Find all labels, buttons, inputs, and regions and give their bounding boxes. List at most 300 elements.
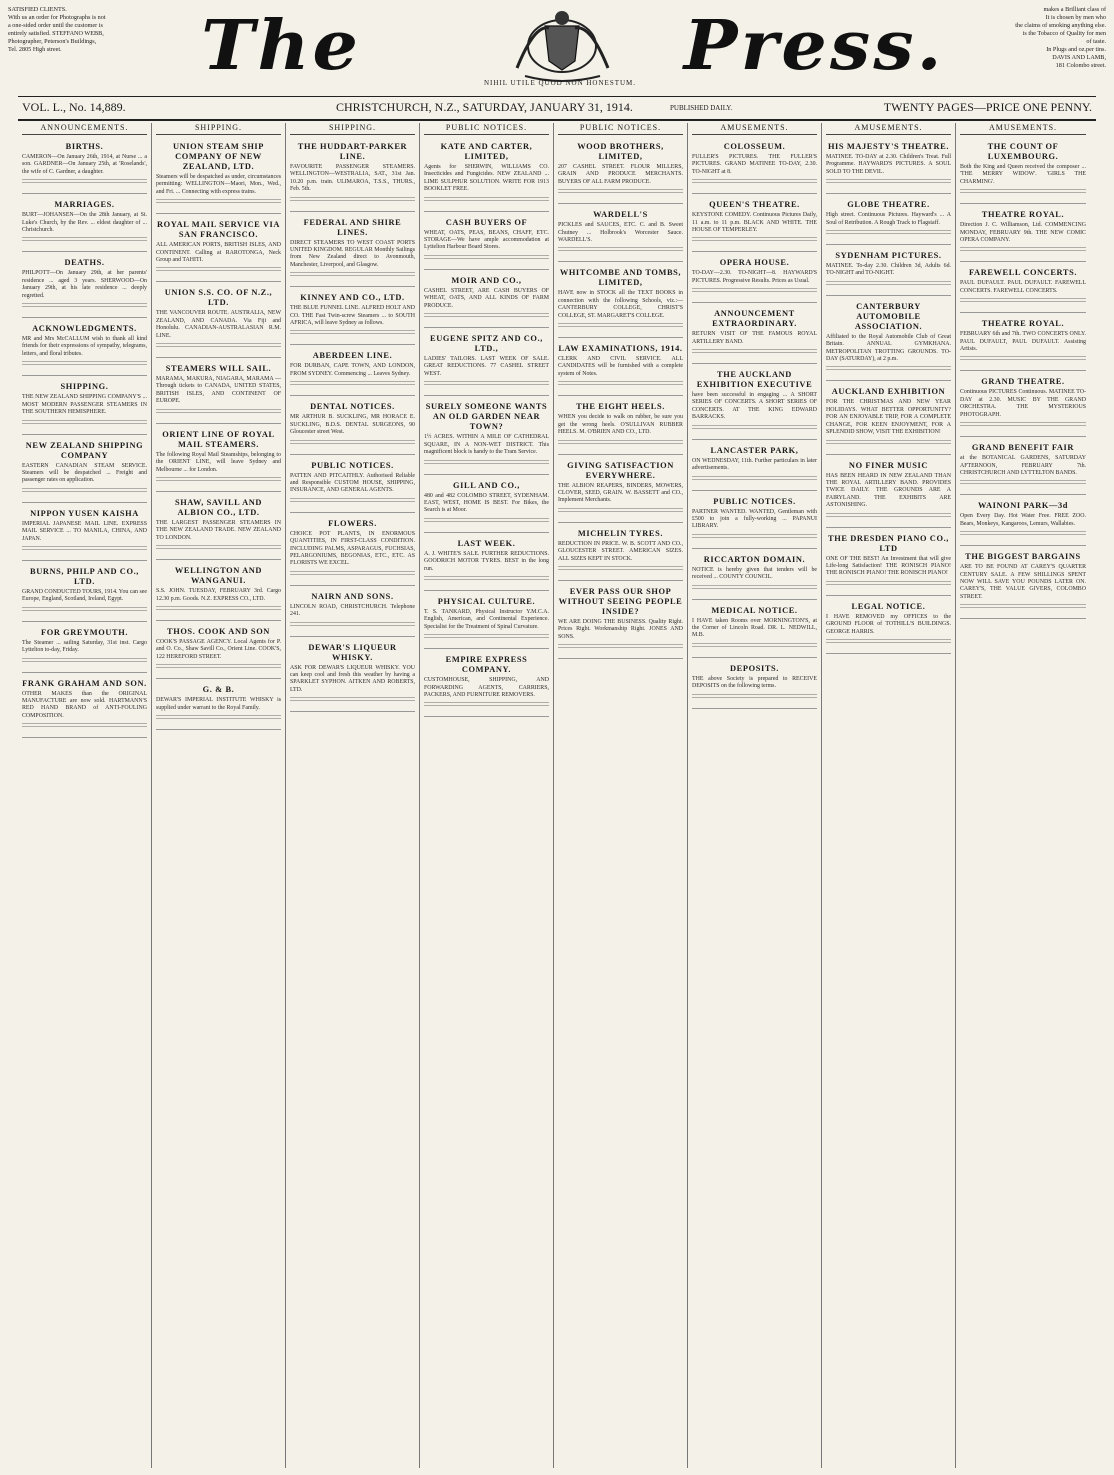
- advertisement-title: THE HUDDART-PARKER LINE.: [297, 142, 408, 161]
- advertisement: [156, 682, 281, 730]
- published-daily: PUBLISHED DAILY.: [670, 104, 733, 112]
- notice-line: of taste.: [1086, 38, 1106, 45]
- advertisement: [22, 139, 147, 194]
- small-print-block: [22, 420, 147, 426]
- advertisement-body: S.S. JOHN. TUESDAY, FEBRUARY 3rd. Cargo 12.30 p.m. Goods. N.Z. EXPRESS CO., LTD.: [156, 588, 281, 602]
- small-print-block: [960, 422, 1086, 428]
- advertisement: [290, 290, 415, 345]
- advertisement: [558, 341, 683, 396]
- advertisement-body: CUSTOMHOUSE, SHIPPING, AND FORWARDING AGENTS, CARRIERS, PACKERS, AND FURNITURE REMOVERS.: [424, 677, 549, 698]
- small-print-block: [424, 576, 549, 582]
- advertisement: [156, 139, 281, 214]
- small-print-block: [960, 298, 1086, 304]
- advertisement-title: FEDERAL AND SHIRE LINES.: [303, 217, 402, 237]
- advertisement-title: MOIR AND CO.,: [451, 275, 522, 285]
- advertisement-body: GRAND CONDUCTED TOURS, 1914. You can see Europe, England, Scotland, Ireland, Egypt.: [22, 588, 147, 603]
- advertisement: [826, 139, 951, 194]
- advertisement-title: WELLINGTON AND WANGANUI.: [174, 566, 263, 586]
- small-print-block: [692, 179, 817, 185]
- column-7: [822, 123, 956, 1468]
- advertisement: [558, 526, 683, 581]
- advertisement-title: ORIENT LINE OF ROYAL MAIL STEAMERS.: [162, 429, 275, 449]
- advertisement-title: DEPOSITS.: [730, 663, 779, 673]
- advertisement-body: ALL AMERICAN PORTS, BRITISH ISLES, AND CONTINENT. Calling at RAROTONGA, Neck Group and TAHITI.: [156, 242, 281, 264]
- small-print-block: [290, 498, 415, 504]
- advertisement-title: BIRTHS.: [65, 142, 104, 151]
- photographer-notice: [8, 6, 158, 54]
- advertisement-title: THE AUCKLAND EXHIBITION EXECUTIVE: [696, 370, 813, 390]
- advertisement: [826, 458, 951, 528]
- advertisement-body: DIRECT STEAMERS TO WEST COAST PORTS UNITED KINGDOM. REGULAR Monthly Sailings from New Zealand direct to Avonmouth, Manchester, Liverpool, and Glasgow.: [290, 239, 415, 268]
- advertisement-body: TO-DAY—2.30. TO-NIGHT—8. HAYWARD'S PICTURES. Progressive Results. Prices as Usual.: [692, 270, 817, 284]
- advertisement-title: CANTERBURY AUTOMOBILE ASSOCIATION.: [854, 301, 923, 331]
- advertisement-body: CAMERON—On January 26th, 1914, at Nurse ... a son. GARDNER—On January 25th, at 'Roselands', the wife of C. Gardner, a daughter.: [22, 154, 147, 175]
- small-print-block: [558, 508, 683, 514]
- advertisement: [960, 139, 1086, 204]
- advertisement-body: MATINEE. To-day 2.30. Children 3d, Adults 6d. TO-NIGHT and TO-NIGHT.: [826, 263, 951, 277]
- advertisement-title: ACKNOWLEDGMENTS.: [32, 324, 137, 334]
- small-print-block: [960, 604, 1086, 610]
- small-print-block: [424, 460, 549, 466]
- advertisement-body: MR and Mrs McCALLUM wish to thank all kind friends for their expressions of sympathy, telegrams, letters, and floral tributes.: [22, 336, 147, 357]
- advertisement-body: FEBRUARY 6th and 7th. TWO CONCERTS ONLY. PAUL DUFAULT, PAUL DUFAULT. Assisting Artists.: [960, 331, 1086, 353]
- advertisement-title: SURELY SOMEONE WANTS AN OLD GARDEN NEAR TOWN?: [425, 402, 548, 432]
- small-print-block: [22, 723, 147, 729]
- price-line: TWENTY PAGES—PRICE ONE PENNY.: [883, 100, 1092, 114]
- advertisement: [692, 443, 817, 491]
- advertisement-body: PATTEN AND PITCAITHLY. Authorised Reliable and Responsible CUSTOM HOUSE, SHIPPING, INSURANCE, AND GENERAL AGENTS.: [290, 472, 415, 494]
- advertisement-title: GIVING SATISFACTION EVERYWHERE.: [567, 460, 674, 480]
- advertisement-title: KINNEY AND CO., LTD.: [300, 293, 405, 303]
- advertisement-title: ANNOUNCEMENT EXTRAORDINARY.: [712, 309, 797, 329]
- advertisement-body: FAVOURITE PASSENGER STEAMERS. WELLINGTON—WESTRALIA, SAT., 31st Jan. 10.20 p.m. train. ULIMAROA, T.S.S., THURS., Feb. 5th.: [290, 164, 415, 193]
- advertisement-body: KEYSTONE COMEDY. Continuous Pictures Daily, 11 a.m. to 11 p.m. BLACK AND WHITE. THE HOUSE OF TEMPERLEY.: [692, 212, 817, 234]
- advertisement-body: Open Every Day. Hot Water Free. FREE ZOO. Bears, Monkeys, Kangaroos, Lemurs, Wallabies.: [960, 513, 1086, 527]
- small-print-block: [156, 343, 281, 349]
- advertisement-title: WARDELL'S: [593, 210, 648, 220]
- small-print-block: [22, 546, 147, 552]
- advertisement-title: NEW ZEALAND SHIPPING COMPANY: [25, 440, 144, 460]
- advertisement: [22, 255, 147, 318]
- advertisement: [692, 367, 817, 440]
- small-print-block: [826, 639, 951, 645]
- small-print-block: [156, 267, 281, 273]
- advertisement-title: FLOWERS.: [328, 518, 377, 528]
- advertisement-body: WE ARE DOING THE BUSINESS. Quality Right. Prices Right. Workmanship Right. JONES AND SONS.: [558, 618, 683, 640]
- column-heading: SHIPPING.: [290, 123, 415, 135]
- advertisement-title: QUEEN'S THEATRE.: [709, 200, 800, 210]
- advertisement-body: I HAVE REMOVED my OFFICES to the GROUND FLOOR of TOTHILL'S BUILDINGS. GEORGE HARRIS.: [826, 613, 951, 635]
- advertisement-title: GILL AND CO.,: [453, 480, 520, 490]
- advertisement-title: UNION S.S. CO. OF N.Z., LTD.: [164, 288, 273, 308]
- coat-of-arms-icon: [505, 6, 620, 84]
- advertisement-body: EASTERN CANADIAN STEAM SERVICE. Steamers will be despatched ... Freight and passenger rates on application.: [22, 462, 147, 484]
- advertisement-body: DEWAR'S IMPERIAL INSTITUTE WHISKY is supplied under warrant to the Royal Family.: [156, 697, 281, 711]
- advertisement: [22, 506, 147, 561]
- advertisement: [558, 207, 683, 262]
- advertisement: [826, 384, 951, 454]
- advertisement: [558, 139, 683, 204]
- small-print-block: [558, 381, 683, 387]
- small-print-block: [22, 303, 147, 309]
- advertisement-title: EUGENE SPITZ AND CO., LTD.,: [430, 334, 543, 354]
- advertisement: [156, 624, 281, 679]
- small-print-block: [424, 518, 549, 524]
- advertisement-body: IMPERIAL JAPANESE MAIL LINE. EXPRESS MAIL SERVICE ... TO MANILA, CHINA, AND JAPAN.: [22, 520, 147, 542]
- advertisement-title: LAW EXAMINATIONS, 1914.: [558, 344, 683, 354]
- advertisement: [692, 603, 817, 658]
- column-heading: ANNOUNCEMENTS.: [22, 123, 147, 135]
- advertisement: [22, 676, 147, 739]
- column-heading: PUBLIC NOTICES.: [558, 123, 683, 135]
- advertisement: [826, 248, 951, 296]
- small-print-block: [290, 272, 415, 278]
- advertisement-body: PICKLES and SAUCES, ETC. C. and B. Sweet Chutney ... Holbrook's Worcester Sauce. WARDELL'S.: [558, 222, 683, 244]
- advertisement: [22, 625, 147, 673]
- advertisement-body: MARAMA, MAKURA, NIAGARA, MARAMA — Through tickets to CANADA, UNITED STATES, BRITISH ISLES, AND CONTINENT OF EUROPE.: [156, 376, 281, 405]
- notice-line: makes a Brilliant class of: [1043, 6, 1106, 13]
- column-6: [688, 123, 822, 1468]
- advertisement-title: MEDICAL NOTICE.: [711, 605, 798, 615]
- notice-line: With us an order for Photographs is not: [8, 14, 106, 21]
- advertisement-title: MARRIAGES.: [54, 200, 115, 210]
- advertisement-body: CASHEL STREET, ARE CASH BUYERS OF WHEAT, OATS, AND ALL KINDS OF FARM PRODUCE.: [424, 287, 549, 309]
- advertisement-body: 207 CASHEL STREET. FLOUR MILLERS, GRAIN AND PRODUCE MERCHANTS. BUYERS OF ALL FARM PRODUCE.: [558, 164, 683, 185]
- advertisement: [290, 589, 415, 637]
- advertisement-body: LADIES' TAILORS. LAST WEEK OF SALE. GREAT REDUCTIONS. 77 CASHEL STREET WEST.: [424, 356, 549, 377]
- advertisement-body: REDUCTION IN PRICE. W. B. SCOTT AND CO., GLOUCESTER STREET. AMERICAN SIZES. ALL SIZES KEPT IN STOCK.: [558, 540, 683, 562]
- advertisement-title: EVER PASS OUR SHOP WITHOUT SEEING PEOPLE INSIDE?: [558, 586, 683, 616]
- advertisement-title: FAREWELL CONCERTS.: [968, 268, 1078, 278]
- advertisement-body: ON WEDNESDAY, 11th. Further particulars in later advertisements.: [692, 457, 817, 472]
- advertisement-body: FULLER'S PICTURES. THE FULLER'S PICTURES. GRAND MATINEE TO-DAY, 2.30. TO-NIGHT at 8.: [692, 154, 817, 175]
- advertisement-title: GRAND BENEFIT FAIR: [971, 443, 1075, 453]
- advertisement: [960, 374, 1086, 437]
- small-print-block: [692, 288, 817, 294]
- advertisement: [22, 321, 147, 376]
- advertisement-title: BURNS, PHILP AND CO., LTD.: [30, 566, 139, 586]
- advertisement: [424, 594, 549, 649]
- advertisement-body: PHILPOTT—On January 29th, at her parents' residence ... aged 3 years. SHERWOOD—On January 29th, at his late residence ... deeply regretted.: [22, 270, 147, 299]
- masthead: [0, 0, 1114, 92]
- advertisement-body: THE LARGEST PASSENGER STEAMERS IN THE NEW ZEALAND TRADE. NEW ZEALAND TO LONDON.: [156, 519, 281, 541]
- column-2: [152, 123, 286, 1468]
- advertisement: [290, 348, 415, 396]
- small-print-block: [290, 330, 415, 336]
- advertisement-body: PAUL DUFAULT. PAUL DUFAULT. FAREWELL CONCERTS. FAREWELL CONCERTS.: [960, 280, 1086, 294]
- small-print-block: [156, 664, 281, 670]
- small-print-block: [290, 571, 415, 577]
- notice-line: the claims of smoking anything else.: [1015, 22, 1106, 29]
- advertisement: [290, 399, 415, 454]
- column-5: [554, 123, 688, 1468]
- advertisement-title: THEATRE ROYAL.: [981, 319, 1065, 329]
- masthead-title-right: Press.: [683, 6, 945, 86]
- advertisement-title: UNION STEAM SHIP COMPANY OF NEW ZEALAND, LTD.: [172, 142, 265, 171]
- column-heading: AMUSEMENTS.: [960, 123, 1086, 135]
- advertisement-body: T. S. TANKARD, Physical Instructor Y.M.C.A. English, American, and Continental Experience. Specialist for the Treatment of Spinal Curvature.: [424, 608, 549, 630]
- advertisement: [826, 599, 951, 654]
- advertisement-title: NIPPON YUSEN KAISHA: [30, 508, 139, 518]
- column-8: [956, 123, 1090, 1468]
- advertisement-body: The Steamer ... sailing Saturday, 31st inst. Cargo Lyttelton to-day, Friday.: [22, 639, 147, 654]
- advertisement-title: FOR GREYMOUTH.: [40, 627, 129, 637]
- notice-line: In Plugs and oz.per tins.: [1046, 46, 1106, 53]
- advertisement: [22, 197, 147, 252]
- small-print-block: [156, 715, 281, 721]
- small-print-block: [558, 440, 683, 446]
- advertisement-body: ASK FOR DEWAR'S LIQUEUR WHISKY. YOU can keep cool and fresh this weather by having a SPARKLET SYPHON. AITKEN AND ROBERTS, LTD.: [290, 664, 415, 693]
- advertisement-title: WOOD BROTHERS, LIMITED,: [577, 142, 664, 161]
- advertisement-title: SHIPPING.: [60, 382, 109, 392]
- column-heading: AMUSEMENTS.: [692, 123, 817, 135]
- advertisement-title: AUCKLAND EXHIBITION: [831, 387, 946, 397]
- advertisement: [424, 331, 549, 396]
- advertisement-body: 480 and 482 COLOMBO STREET, SYDENHAM. EAST, WEST, HOME IS BEST. For Bikes, the Search is at Moor.: [424, 492, 549, 514]
- advertisement-title: NAIRN AND SONS.: [311, 591, 394, 601]
- advertisement: [424, 536, 549, 591]
- advertisement-title: WAINONI PARK—3d: [977, 501, 1069, 511]
- advertisement: [558, 265, 683, 338]
- advertisement-title: DENTAL NOTICES.: [310, 402, 395, 412]
- small-print-block: [22, 607, 147, 613]
- advertisement-body: FOR DURBAN, CAPE TOWN, AND LONDON, FROM SYDNEY. Commencing ... Leaves Sydney.: [290, 363, 415, 377]
- column-4: [420, 123, 554, 1468]
- small-print-block: [156, 409, 281, 415]
- advertisement-body: I HAVE taken Rooms over MORNINGTON'S, at the Corner of Lincoln Road. DR. L. NEDWILL, M.B.: [692, 617, 817, 639]
- advertisement-title: LEGAL NOTICE.: [851, 601, 926, 611]
- advertisement: [290, 458, 415, 513]
- small-print-block: [692, 476, 817, 482]
- small-print-block: [156, 477, 281, 483]
- advertisement-title: THE COUNT OF LUXEMBOURG.: [987, 142, 1059, 161]
- small-print-block: [290, 697, 415, 703]
- advertisement-body: ARE TO BE FOUND AT CAREY'S QUARTER CENTURY SALE. A FEW SHILLINGS SPENT NOW WILL SAVE YOU POUNDS LATER ON. CAREY'S, THE VALUE GIVERS, COLOMBO STREET.: [960, 564, 1086, 600]
- notice-line: is the Tobacco of Quality for men: [1022, 30, 1106, 37]
- column-heading: SHIPPING.: [156, 123, 281, 135]
- advertisement: [826, 531, 951, 596]
- advertisement-title: THE DRESDEN PIANO CO., LTD: [828, 533, 949, 553]
- small-print-block: [22, 658, 147, 664]
- advertisement-title: GRAND THEATRE.: [981, 377, 1065, 387]
- column-1: [18, 123, 152, 1468]
- advertisement: [960, 316, 1086, 371]
- advertisement: [424, 215, 549, 270]
- advertisement-body: LINCOLN ROAD, CHRISTCHURCH. Telephone 241.: [290, 603, 415, 618]
- advertisement-body: WHEN you decide to walk on rubber, be sure you get the wrong heels. O'SULLIVAN RUBBER HEELS. M. O'BRIEN AND CO., LTD.: [558, 414, 683, 436]
- small-print-block: [22, 361, 147, 367]
- advertisement-body: PARTNER WANTED. WANTED, Gentleman with £500 to join a fully-working ... PAPANUI LIBRARY.: [692, 508, 817, 530]
- small-print-block: [424, 381, 549, 387]
- advertisement: [960, 440, 1086, 495]
- advertisement: [960, 265, 1086, 313]
- small-print-block: [22, 179, 147, 185]
- advertisement-body: RETURN VISIT OF THE FAMOUS ROYAL ARTILLERY BAND.: [692, 331, 817, 345]
- notice-line: SATISFIED CLIENTS.: [8, 6, 67, 13]
- advertisement-title: CASH BUYERS OF: [445, 217, 528, 227]
- advertisement: [290, 640, 415, 713]
- advertisement: [424, 139, 549, 212]
- advertisement: [22, 438, 147, 503]
- advertisement: [960, 207, 1086, 262]
- small-print-block: [826, 513, 951, 519]
- advertisement-body: FOR THE CHRISTMAS AND NEW YEAR HOLIDAYS. WHAT BETTER OPPORTUNITY? FOR AN ENJOYABLE TRIP, FOR A COMPLETE CHANGE, FOR KEEN ENJOYMENT, FOR A SPLENDID SHOW, VISIT THE EXHIBITION!: [826, 399, 951, 436]
- masthead-title-left: The: [201, 6, 362, 86]
- advertisement-title: DEATHS.: [64, 258, 105, 268]
- advertisement: [960, 549, 1086, 619]
- advertisement-body: BURT—JOHANSEN—On the 28th January, at St. Luke's Church, by the Rev. ... eldest daughter of ... Christchurch.: [22, 212, 147, 234]
- advertisement-title: THOS. COOK AND SON: [167, 626, 270, 636]
- advertisement: [424, 273, 549, 328]
- advertisement: [692, 661, 817, 709]
- advertisement-title: LANCASTER PARK,: [710, 445, 799, 455]
- advertisement-title: PHYSICAL CULTURE.: [437, 596, 536, 606]
- small-print-block: [156, 545, 281, 551]
- advertisement-body: THE NEW ZEALAND SHIPPING COMPANY'S ... MOST MODERN PASSENGER STEAMERS IN THE SOUTHERN HEMISPHERE.: [22, 394, 147, 416]
- advertisement: [558, 584, 683, 659]
- advertisement-body: COOK'S PASSAGE AGENCY. Local Agents for P. and O. Co., Shaw Savill Co., Orient Line. COOK'S, 122 HEREFORD STREET.: [156, 638, 281, 660]
- advertisement-title: THEATRE ROYAL.: [981, 210, 1065, 220]
- advertisement-body: MR ARTHUR B. SUCKLING, MR HORACE E. SUCKLING, B.D.S. DENTAL SURGEONS, 90 Gloucester street West.: [290, 414, 415, 436]
- small-print-block: [826, 179, 951, 185]
- small-print-block: [558, 644, 683, 650]
- advertisement: [156, 361, 281, 424]
- advertisement-title: STEAMERS WILL SAIL.: [165, 364, 272, 374]
- advertisement-title: KATE AND CARTER, LIMITED,: [440, 142, 533, 161]
- advertisement-body: CLERK AND CIVIL SERVICE. ALL CANDIDATES will be furnished with a complete system of Notes.: [558, 356, 683, 377]
- advertisement-title: SHAW, SAVILL AND ALBION CO., LTD.: [174, 497, 263, 517]
- small-print-block: [558, 247, 683, 253]
- advertisement: [692, 552, 817, 600]
- advertisement: [960, 498, 1086, 546]
- advertisement-title: PUBLIC NOTICES.: [713, 496, 796, 506]
- advertisement-body: ONE OF THE BEST! An Investment that will give Life-long Satisfaction! THE RONISCH PIANO! THE RONISCH PIANO! THE RONISCH PIANO!: [826, 555, 951, 577]
- advertisement: [156, 285, 281, 358]
- advertisement-body: have been successful in engaging ... A SHORT SERIES OF CONCERTS. A SHORT SERIES OF CONCERTS. AT THE KING EDWARD BARRACKS.: [692, 392, 817, 421]
- small-print-block: [156, 199, 281, 205]
- advertisement-title: THE EIGHT HEELS.: [576, 402, 665, 412]
- small-print-block: [424, 702, 549, 708]
- advertisement-title: DEWAR'S LIQUEUR WHISKY.: [308, 642, 397, 662]
- advertisement-body: THE BLUE FUNNEL LINE. ALFRED HOLT AND CO. THE Fast Twin-screw Steamers ... to SOUTH AFRICA, will leave Sydney as follows.: [290, 305, 415, 327]
- small-print-block: [22, 237, 147, 243]
- advertisement: [424, 478, 549, 533]
- small-print-block: [424, 634, 549, 640]
- small-print-block: [558, 566, 683, 572]
- small-print-block: [424, 313, 549, 319]
- advertisement: [290, 139, 415, 212]
- advertisement: [692, 494, 817, 549]
- advertisement: [692, 306, 817, 364]
- small-print-block: [826, 230, 951, 236]
- advertisement-title: OPERA HOUSE.: [719, 258, 790, 268]
- column-heading: AMUSEMENTS.: [826, 123, 951, 135]
- advertisement-body: Continuous PICTURES Continuous. MATINEE TO-DAY at 2.30. MUSIC BY THE GRAND ORCHESTRA. THE MYSTERIOUS PHOTOGRAPH.: [960, 389, 1086, 418]
- advertisement: [558, 458, 683, 523]
- advertisement-title: ROYAL MAIL SERVICE VIA SAN FRANCISCO.: [157, 220, 280, 240]
- small-print-block: [558, 323, 683, 329]
- notice-line: entirely satisfied. STEFFANO WEBB,: [8, 30, 104, 37]
- notice-line: It is chosen by men who: [1045, 14, 1106, 21]
- advertisement-body: WHEAT, OATS, PEAS, BEANS, CHAFF, ETC. STORAGE—We have ample accommodation at Lyttelton Harbour Board Stores.: [424, 229, 549, 251]
- small-print-block: [424, 197, 549, 203]
- advertisement-body: Direction J. C. Williamson, Ltd. COMMENCING MONDAY, FEBRUARY 9th. THE NEW COMIC OPERA COMPANY.: [960, 222, 1086, 244]
- advertisement-body: at the BOTANICAL GARDENS, SATURDAY AFTERNOON, FEBRUARY 7th. CHRISTCHURCH AND LYTTELTON BANDS.: [960, 455, 1086, 476]
- small-print-block: [692, 585, 817, 591]
- notice-line: Tel. 2805 High street.: [8, 46, 62, 53]
- advertisement-title: COLOSSEUM.: [723, 142, 786, 151]
- advertisement: [424, 652, 549, 717]
- tobacco-notice: [956, 6, 1106, 70]
- small-print-block: [826, 440, 951, 446]
- advertisement-title: THE BIGGEST BARGAINS: [965, 552, 1081, 562]
- advertisement-title: ABERDEEN LINE.: [312, 351, 393, 361]
- small-print-block: [960, 480, 1086, 486]
- advertisement-body: Agents for SHERWIN, WILLIAMS CO. Insecticides and Fungicides. NEW ZEALAND ... LIME SULPHUR SOLUTION. WRITE FOR 1913 BOOKLET FREE.: [424, 164, 549, 193]
- advertisement: [692, 139, 817, 194]
- advertisement-title: MICHELIN TYRES.: [577, 528, 664, 538]
- volume-number: VOL. L., No. 14,889.: [22, 100, 126, 114]
- advertisement-body: HAS BEEN HEARD IN NEW ZEALAND THAN THE ROYAL ARTILLERY BAND. PROVIDES TWICE DAILY. THE GROUNDS ARE A FAIRYLAND. THE EXHIBITS ARE ASTONISHING.: [826, 472, 951, 509]
- place-and-date: CHRISTCHURCH, N.Z., SATURDAY, JANUARY 31, 1914.: [336, 100, 633, 114]
- notice-line: DAVIS AND LAMB,: [1052, 54, 1106, 61]
- column-3: [286, 123, 420, 1468]
- newspaper-columns: [18, 123, 1096, 1468]
- advertisement-title: GLOBE THEATRE.: [847, 200, 930, 210]
- advertisement-body: HAVE now in STOCK all the TEXT BOOKS in connection with the following Schools, viz.:— CANTERBURY COLLEGE, CHRIST'S COLLEGE, ST. MARGARET'S COLLEGE.: [558, 290, 683, 319]
- small-print-block: [960, 356, 1086, 362]
- advertisement: [424, 399, 549, 474]
- masthead-motto: NIHIL UTILE QUOD NON HONESTUM.: [483, 79, 637, 87]
- advertisement: [156, 563, 281, 621]
- advertisement-body: THE ALBION REAPERS, BINDERS, MOWERS, CLOVER, SEED, GRAIN. W. BASSETT and CO., Implement Merchants.: [558, 482, 683, 504]
- advertisement-body: Affiliated to the Royal Automobile Club of Great Britain. ANNUAL GYMKHANA. METROPOLITAN TROTTING GROUNDS. TO-DAY (SATURDAY), at 2 p.m.: [826, 333, 951, 363]
- small-print-block: [558, 189, 683, 195]
- advertisement-body: OTHER MAKES than the ORIGINAL MANUFACTURE are now sold. HARTMANN'S RED HAND BRAND of ANTI-FOULING COMPOSITION.: [22, 690, 147, 719]
- advertisement-title: PUBLIC NOTICES.: [311, 460, 394, 470]
- small-print-block: [826, 366, 951, 372]
- advertisement-body: THE above Society is prepared to RECEIVE DEPOSITS on the following terms.: [692, 675, 817, 690]
- advertisement-body: THE VANCOUVER ROUTE. AUSTRALIA, NEW ZEALAND, AND CANADA. Via Fiji and Honolulu. CANADIAN-AUSTRALASIAN R.M. LINE.: [156, 310, 281, 339]
- advertisement-title: NO FINER MUSIC: [848, 460, 929, 470]
- small-print-block: [692, 425, 817, 431]
- small-print-block: [290, 197, 415, 203]
- advertisement-title: RICCARTON DOMAIN.: [703, 554, 806, 564]
- advertisement: [290, 516, 415, 586]
- advertisement: [22, 564, 147, 622]
- small-print-block: [290, 440, 415, 446]
- small-print-block: [692, 643, 817, 649]
- advertisement-title: WHITCOMBE AND TOMBS, LIMITED,: [559, 268, 682, 288]
- small-print-block: [692, 237, 817, 243]
- advertisement-title: SYDENHAM PICTURES.: [835, 251, 942, 261]
- advertisement-body: CHOICE POT PLANTS, IN ENORMOUS QUANTITIES, IN FIRST-CLASS CONDITION. INCLUDING PALMS, ASPARAGUS, FUCHSIAS, PELARGONIUMS, BEGONIAS, ETC., ETC. AS FLORISTS WE EXCEL.: [290, 530, 415, 567]
- advertisement-body: The following Royal Mail Steamships, belonging to the ORIENT LINE, will leave Sydney and Melbourne ... for London.: [156, 451, 281, 473]
- small-print-block: [290, 381, 415, 387]
- small-print-block: [692, 349, 817, 355]
- advertisement-title: HIS MAJESTY'S THEATRE.: [827, 142, 950, 151]
- advertisement: [826, 197, 951, 245]
- advertisement-body: NOTICE is hereby given that tenders will be received ... COUNTY COUNCIL.: [692, 566, 817, 581]
- dateline-bar: [18, 96, 1096, 121]
- advertisement-title: EMPIRE EXPRESS COMPANY.: [445, 655, 528, 675]
- small-print-block: [826, 581, 951, 587]
- advertisement-body: A. J. WHITE'S SALE. FURTHER REDUCTIONS. GOODRICH MOTOR TYRES. BEST in the long run.: [424, 550, 549, 572]
- notice-line: a one-sided order until the customer is: [8, 22, 103, 29]
- advertisement-body: Both the King and Queen received the composer ... 'THE MERRY WIDOW'. 'GIRLS THE CHARMING'.: [960, 164, 1086, 185]
- advertisement: [156, 495, 281, 560]
- advertisement-body: High street. Continuous Pictures. Hayward's ... A Soul of Retribution. A Rough Track to Flagstaff.: [826, 212, 951, 226]
